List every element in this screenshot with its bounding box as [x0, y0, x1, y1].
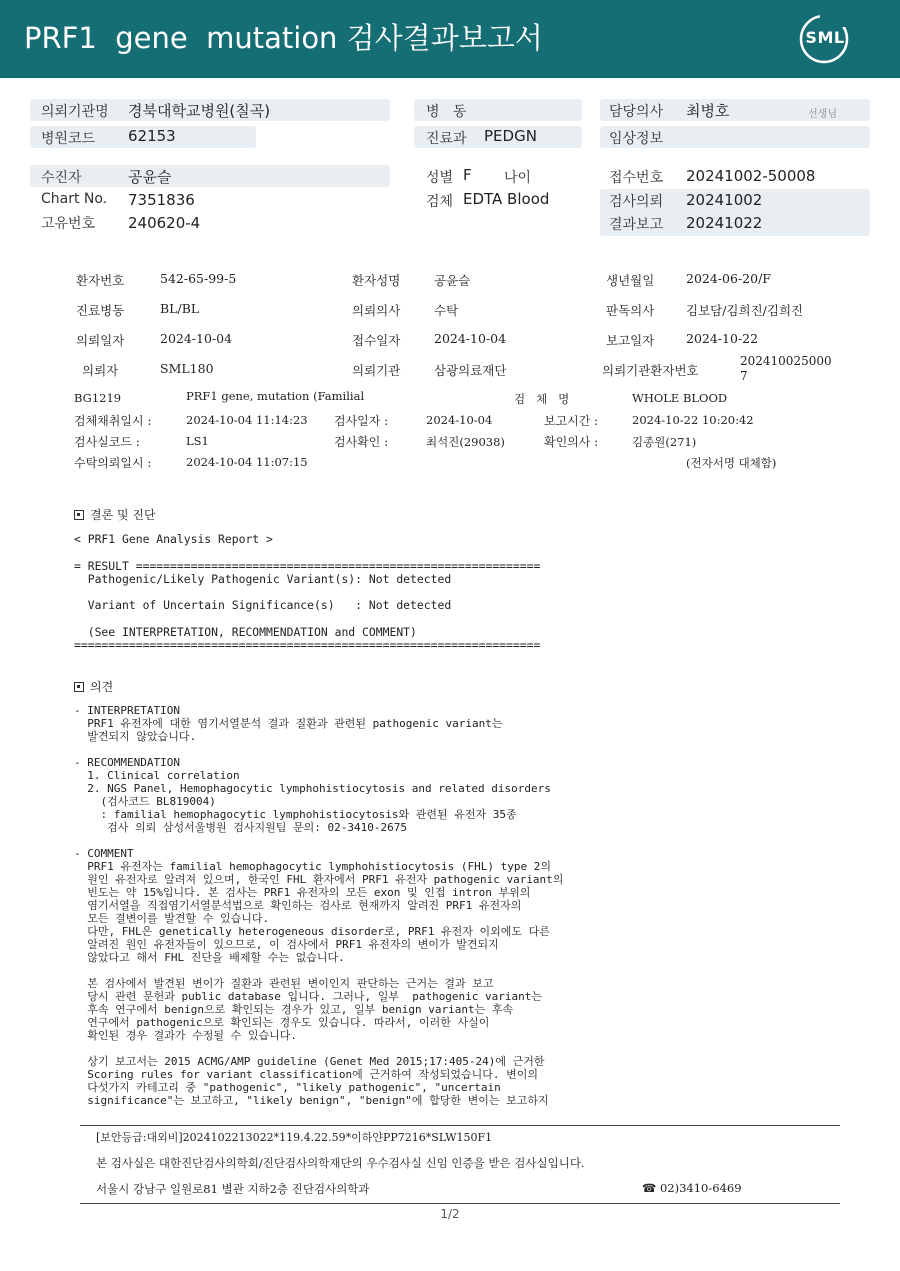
opinion-line: 본 검사에서 발견된 변이가 질환과 관련된 변이인지 판단하는 근거는 결과 보고	[74, 977, 494, 990]
conclusion-line	[74, 546, 540, 559]
pb-value: BL/BL	[160, 301, 200, 316]
test-code: BG1219	[74, 391, 122, 405]
conclusion-line: ====================================================================	[74, 638, 541, 653]
doctor-suffix: 선생님	[808, 109, 837, 120]
opinion-heading	[74, 678, 113, 695]
conclusion-line	[74, 586, 540, 599]
pb-value: 202410025000	[740, 354, 832, 368]
age-label: 나이	[504, 170, 532, 186]
pb-value: 2024-06-20/F	[686, 271, 771, 286]
conclusion-line	[74, 613, 540, 626]
institution-value: 경북대학교병원(칠곡)	[128, 102, 271, 120]
pb-label: 의뢰기관환자번호	[602, 363, 699, 378]
conclusion-line: = RESULT ===========================================================	[74, 558, 541, 573]
square-bullet-icon	[74, 682, 84, 692]
footer-divider-top	[80, 1125, 840, 1126]
pb-value: SML180	[160, 361, 214, 376]
opinion-line: 염기서열을 직접염기서열분석법으로 확인하는 검사로 현재까지 알려진 PRF1 유전자의	[74, 899, 522, 912]
report-title: PRF1 gene mutation 검사결과보고서	[24, 21, 543, 55]
security-line: [보안등급:대외비]2024102213022*119.4.22.59*이하얀PP7216*SLW150F1	[96, 1131, 493, 1144]
department-label: 진료과	[426, 131, 467, 147]
opinion-line: 다만, FHL은 genetically heterogeneous disorder로, PRF1 유전자 이외에도 다른	[74, 925, 550, 938]
opinion-line: : familial hemophagocytic lymphohistiocytosis와 관련된 유전자 35종	[74, 808, 517, 821]
request-value: 20241002	[686, 191, 763, 209]
test-date-label: 검사일자 :	[334, 414, 389, 428]
conclusion-line: Pathogenic/Likely Pathogenic Variant(s): Not detected	[74, 571, 452, 586]
pb-label: 보고일자	[606, 333, 655, 348]
phone-number: 02)3410-6469	[659, 1181, 742, 1195]
opinion-line: - RECOMMENDATION	[74, 756, 180, 769]
test-name: PRF1 gene, mutation (Familial	[186, 389, 365, 403]
doctor-value: 최병호	[686, 102, 730, 120]
pb-label: 판독의사	[606, 303, 655, 318]
confirm-doc-value: 김종원(271)	[632, 435, 697, 449]
sex-value: F	[463, 166, 472, 184]
clinical-info-label: 임상정보	[609, 131, 664, 147]
pb-value: 수탁	[434, 303, 459, 318]
opinion-line: (검사코드 BL819004)	[74, 795, 216, 808]
opinion-line: 2. NGS Panel, Hemophagocytic lymphohistiocytosis and related disorders	[74, 782, 551, 795]
esign-note: (전자서명 대체함)	[686, 456, 777, 470]
page-number: 1/2	[440, 1207, 460, 1221]
address-line: 서울시 강남구 일원로81 별관 지하2층 진단검사의학과	[96, 1182, 370, 1196]
conclusion-line: Variant of Uncertain Significance(s) : Not detected	[74, 598, 452, 613]
collect-value: 2024-10-04 11:14:23	[186, 413, 308, 427]
confirm-doc-label: 확인의사 :	[544, 435, 599, 449]
conclusion-heading	[74, 506, 156, 523]
chart-value: 7351836	[128, 191, 195, 209]
patient-box	[30, 165, 390, 187]
opinion-line: significance"는 보고하고, "likely benign", "benign"에 합당한 변이는 보고하지	[74, 1094, 549, 1107]
consign-value: 2024-10-04 11:07:15	[186, 455, 308, 469]
opinion-line: PRF1 유전자는 familial hemophagocytic lymphohistiocytosis (FHL) type 2의	[74, 860, 551, 873]
opinion-line: 1. Clinical correlation	[74, 769, 240, 782]
pb-label: 생년월일	[606, 273, 655, 288]
pb-label: 의뢰의사	[352, 303, 401, 318]
pb-label: 접수일자	[352, 333, 401, 348]
receipt-value: 20241002-50008	[686, 167, 816, 185]
opinion-line	[74, 834, 563, 847]
opinion-line: 연구에서 pathogenic으로 확인되는 경우도 있습니다. 따라서, 이러한 사실이	[74, 1016, 490, 1029]
opinion-line	[74, 743, 563, 756]
phone-line	[642, 1181, 742, 1195]
opinion-line	[74, 964, 563, 977]
opinion-line: - INTERPRETATION	[74, 704, 180, 717]
footer-divider-bottom	[80, 1203, 840, 1204]
specimen-value: EDTA Blood	[463, 190, 550, 208]
unique-no-value: 240620-4	[128, 214, 201, 232]
pb-value: 7	[740, 369, 748, 383]
pb-label: 의뢰일자	[76, 333, 125, 348]
pb-value: 삼광의료재단	[434, 363, 507, 378]
pb-value: 542-65-99-5	[160, 271, 237, 286]
pb-value: 2024-10-22	[686, 331, 759, 346]
ward-label: 병 동	[426, 104, 467, 120]
pb-value: 2024-10-04	[434, 331, 507, 346]
report-label: 결과보고	[609, 217, 664, 233]
opinion-heading-text: 의견	[90, 680, 114, 694]
certification-line: 본 검사실은 대한진단검사의학회/진단검사의학재단의 우수검사실 신임 인증을 받은 검사실입니다.	[96, 1156, 585, 1170]
opinion-text	[74, 704, 563, 1107]
pb-label: 환자번호	[76, 273, 125, 288]
opinion-line: 다섯가지 카테고리 중 "pathogenic", "likely pathogenic", "uncertain	[74, 1081, 501, 1094]
confirm-value: 최석진(29038)	[426, 435, 505, 449]
unique-no-label: 고유번호	[41, 216, 96, 232]
phone-icon: ☎	[642, 1181, 657, 1195]
conclusion-line: (See INTERPRETATION, RECOMMENDATION and COMMENT)	[74, 625, 417, 640]
pb-value: 공윤슬	[434, 273, 471, 288]
pb-label: 의뢰기관	[352, 363, 401, 378]
opinion-line: 알려진 원인 유전자들이 있으므로, 이 검사에서 PRF1 유전자의 변이가 발견되지	[74, 938, 499, 951]
confirm-label: 검사확인 :	[334, 435, 389, 449]
opinion-line: 상기 보고서는 2015 ACMG/AMP guideline (Genet Med 2015;17:405-24)에 근거한	[74, 1055, 545, 1068]
hospital-code-value: 62153	[128, 127, 176, 145]
logo-text: SML	[805, 28, 845, 47]
opinion-line: 당시 관련 문헌과 public database 입니다. 그러나, 일부 pathogenic variant는	[74, 990, 543, 1003]
specimen-label: 검체	[426, 194, 454, 210]
pb-label: 의뢰자	[82, 363, 119, 378]
room-value: LS1	[186, 434, 209, 448]
opinion-line: Scoring rules for variant classification에 근거하여 작성되었습니다. 변이의	[74, 1068, 539, 1081]
hospital-code-label: 병원코드	[41, 131, 96, 147]
pb-label: 환자성명	[352, 273, 401, 288]
consign-label: 수탁의뢰일시 :	[74, 456, 152, 470]
opinion-line: PRF1 유전자에 대한 염기서열분석 결과 질환과 관련된 pathogenic variant는	[74, 717, 503, 730]
opinion-line: 검사 의뢰 삼성서울병원 검사지원팀 문의: 02-3410-2675	[74, 821, 407, 834]
opinion-line: 후속 연구에서 benign으로 확인되는 경우가 있고, 일부 benign variant는 후속	[74, 1003, 514, 1016]
report-time-value: 2024-10-22 10:20:42	[632, 413, 754, 427]
specimen-name-label: 검 체 명	[514, 392, 570, 406]
opinion-line: - COMMENT	[74, 847, 134, 860]
conclusion-line: < PRF1 Gene Analysis Report >	[74, 532, 273, 546]
request-label: 검사의뢰	[609, 194, 664, 210]
collect-label: 검체채취일시 :	[74, 414, 152, 428]
test-date-value: 2024-10-04	[426, 413, 493, 427]
opinion-line: 확인된 경우 결과가 수정될 수 있습니다.	[74, 1029, 297, 1042]
pb-value: 김보담/김희진/김희진	[686, 303, 804, 318]
room-label: 검사실코드 :	[74, 435, 140, 449]
report-value: 20241022	[686, 214, 763, 232]
opinion-line: 않았다고 해서 FHL 진단을 배제할 수는 없습니다.	[74, 951, 345, 964]
opinion-line	[74, 1042, 563, 1055]
specimen-name-value: WHOLE BLOOD	[632, 391, 728, 405]
report-time-label: 보고시간 :	[544, 414, 599, 428]
receipt-label: 접수번호	[609, 170, 664, 186]
pb-label: 진료병동	[76, 303, 125, 318]
opinion-line: 발견되지 않았습니다.	[74, 730, 197, 743]
opinion-line: 원인 유전자로 알려져 있으며, 한국인 FHL 환자에서 PRF1 유전자 pathogenic variant의	[74, 873, 564, 886]
patient-label: 수진자	[41, 170, 82, 186]
opinion-line: 모든 결변이를 발견할 수 있습니다.	[74, 912, 270, 925]
chart-label: Chart No.	[41, 191, 108, 207]
report-header	[0, 0, 900, 78]
conclusion-text	[74, 533, 540, 653]
doctor-label: 담당의사	[609, 104, 664, 120]
opinion-line: 빈도는 약 15%입니다. 본 검사는 PRF1 유전자의 모든 exon 및 인접 intron 부위의	[74, 886, 531, 899]
pb-value: 2024-10-04	[160, 331, 233, 346]
patient-value: 공윤슬	[128, 168, 172, 186]
square-bullet-icon	[74, 510, 84, 520]
department-value: PEDGN	[484, 127, 537, 145]
institution-label: 의뢰기관명	[41, 104, 109, 120]
conclusion-heading-text: 결론 및 진단	[90, 508, 156, 522]
sex-label: 성별	[426, 170, 454, 186]
